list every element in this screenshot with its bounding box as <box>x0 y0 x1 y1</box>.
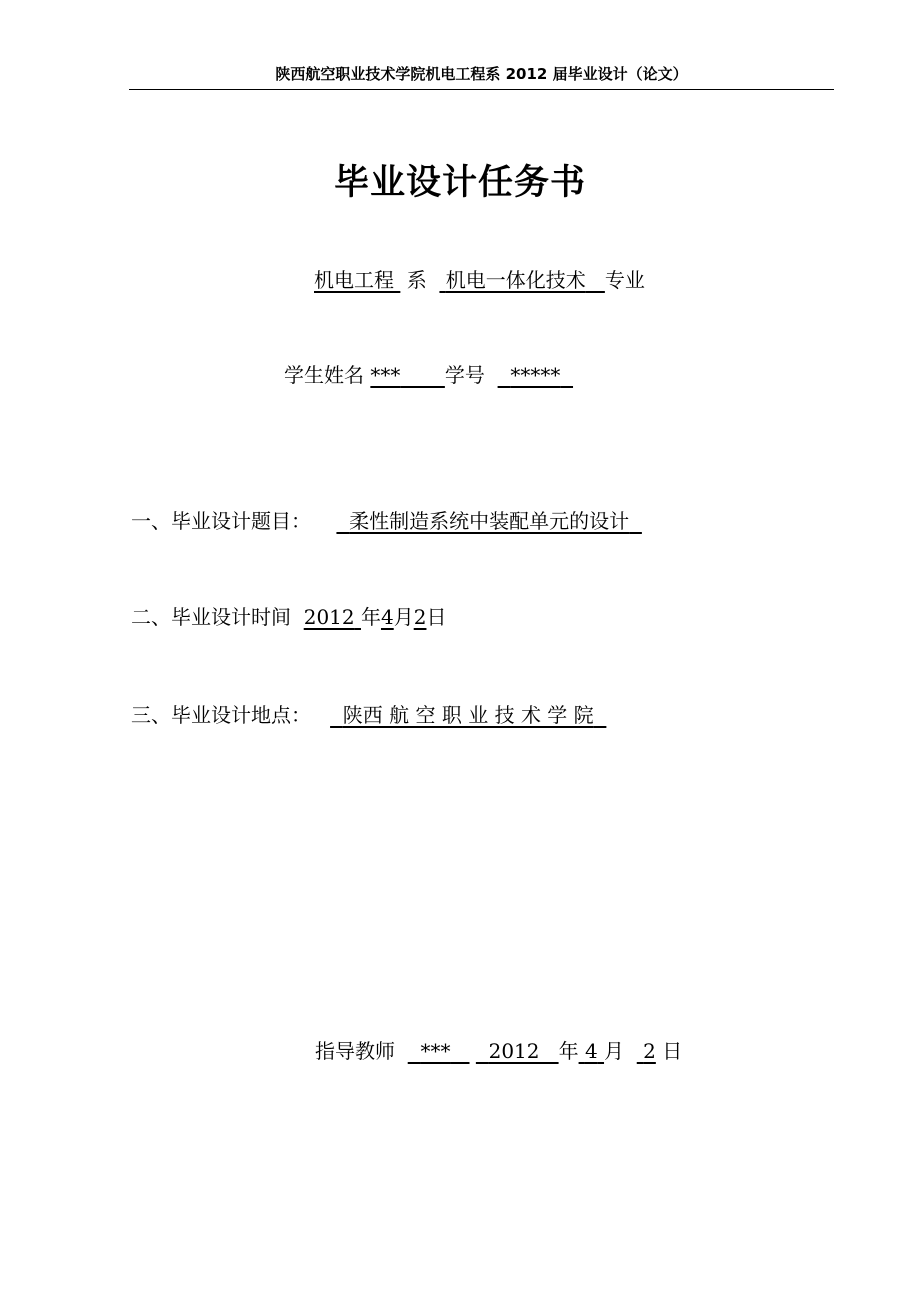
topic-line <box>131 507 642 535</box>
signature-month-value: 4 <box>584 1039 598 1063</box>
major-text: 机电一体化技术 <box>445 268 586 292</box>
signature-month-char: 月 <box>604 1039 625 1063</box>
topic-value: 柔性制造系统中装配单元的设计 <box>349 509 630 533</box>
advisor-field <box>408 1039 470 1063</box>
running-header: 陕西航空职业技术学院机电工程系 2012 届毕业设计（论文） <box>129 62 834 90</box>
time-year-field <box>304 605 361 629</box>
time-year-value: 2012 <box>303 605 355 629</box>
document-title: 毕业设计任务书 <box>333 163 586 203</box>
department-line <box>314 266 645 294</box>
student-name-label: 学生姓名 <box>284 363 364 387</box>
signature-day-field <box>637 1039 656 1063</box>
time-day-field: 2 <box>413 605 427 629</box>
time-month-char: 月 <box>393 605 414 629</box>
department-suffix <box>400 268 439 292</box>
signature-year-value: 2012 <box>488 1039 540 1063</box>
topic-field <box>336 509 641 533</box>
student-line <box>284 361 573 389</box>
advisor-value: *** <box>420 1039 451 1063</box>
department-value <box>314 268 400 292</box>
major-suffix: 专业 <box>604 268 645 292</box>
time-line <box>131 603 446 631</box>
time-month-field: 4 <box>380 605 394 629</box>
signature-line <box>315 1037 682 1065</box>
place-value: 陕西 航 空 职 业 技 术 学 院 <box>342 703 594 727</box>
student-id-field <box>498 363 573 387</box>
advisor-label: 指导教师 <box>315 1039 395 1063</box>
student-name-value: *** <box>370 363 401 387</box>
student-id-value: ***** <box>510 363 561 387</box>
dept-suffix-text: 系 <box>406 268 427 292</box>
student-id-label: 学号 <box>444 363 485 387</box>
time-day-char: 日 <box>426 605 447 629</box>
place-line <box>131 701 606 729</box>
signature-day-char: 日 <box>662 1039 683 1063</box>
place-label: 三、毕业设计地点： <box>131 703 311 727</box>
time-year-char: 年 <box>360 605 381 629</box>
time-label: 二、毕业设计时间 <box>131 605 291 629</box>
signature-day-value: 2 <box>643 1039 656 1063</box>
student-name-field <box>370 363 445 387</box>
signature-year-char: 年 <box>558 1039 579 1063</box>
topic-label: 一、毕业设计题目： <box>131 509 311 533</box>
department-text: 机电工程 <box>314 268 394 292</box>
place-field <box>330 703 606 727</box>
signature-month-field <box>579 1039 604 1063</box>
major-value <box>439 268 604 292</box>
signature-year-field <box>476 1039 559 1063</box>
